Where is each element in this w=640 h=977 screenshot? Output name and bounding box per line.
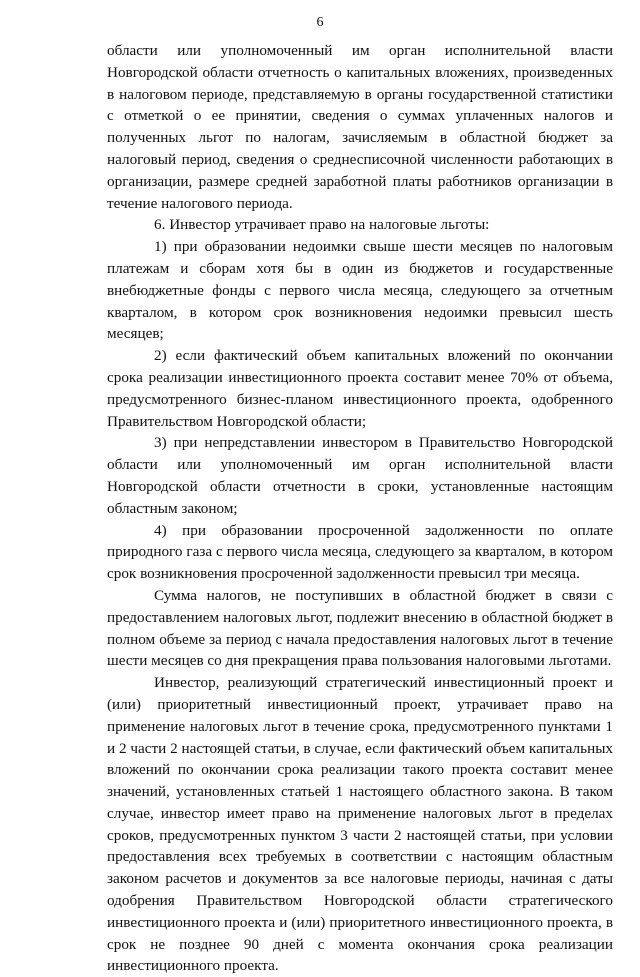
paragraph-subpoint-1: 1) при образовании недоимки свыше шести месяцев по налоговым платежам и сборам хотя бы в один из бюджетов и государственные внебюджетные фонды с первого числа месяца, следующего за отчетным кварталом, в котором срок возникновения недоимки превысил шесть месяцев; [107, 238, 613, 343]
paragraph-continuation: области или уполномоченный им орган исполнительной власти Новгородской области отчетность о капитальных вложениях, произведенных в налоговом периоде, представляемую в органы государственной статистики с отметкой о ее принятии, сведения о суммах уплаченных налогов и полученных льгот по налогам, зачисляемым в областной бюджет за налоговый период, сведения о среднесписочной численности работающих в организации, размере средней заработной платы работников организации в течение налогового периода. [107, 42, 613, 212]
document-body [107, 40, 613, 977]
paragraph-tax-sum: Сумма налогов, не поступивших в областной бюджет в связи с предоставлением налоговых льгот, подлежит внесению в областной бюджет в полном объеме за период с начала предоставления налоговых льгот в течение шести месяцев со дня прекращения права пользования налоговыми льготами. [107, 586, 613, 670]
paragraph-subpoint-2: 2) если фактический объем капитальных вложений по окончании срока реализации инвестиционного проекта составит менее 70% от объема, предусмотренного бизнес-планом инвестиционного проекта, одобренного Правительством Новгородской области; [107, 347, 613, 430]
paragraph-point-6: 6. Инвестор утрачивает право на налоговые льготы: [154, 216, 490, 234]
paragraph-strategic-investor: Инвестор, реализующий стратегический инвестиционный проект и (или) приоритетный инвестиционный проект, утрачивает право на применение налоговых льгот в течение срока, предусмотренного пунктами 1 и 2 части 2 настоящей статьи, в случае, если фактический объем капитальных вложений по окончании срока реализации такого проекта составит менее значений, установленных статьей 1 настоящего областного закона. В таком случае, инвестор имеет право на применение налоговых льгот в пределах сроков, предусмотренных пунктом 3 части 2 настоящей статьи, при условии предоставления всех требуемых в соответствии с настоящим областным законом расчетов и документов за все налоговые периоды, начиная с даты одобрения Правительством Новгородской области стратегического инвестиционного проекта и (или) приоритетного инвестиционного проекта, в срок не позднее 90 дней с момента окончания срока реализации инвестиционного проекта. [107, 674, 613, 975]
paragraph-subpoint-4: 4) при образовании просроченной задолженности по оплате природного газа с первого числа месяца, следующего за кварталом, в котором срок возникновения просроченной задолженности превысил три месяца. [107, 521, 613, 583]
paragraph-subpoint-3: 3) при непредставлении инвестором в Правительство Новгородской области или уполномоченный им орган исполнительной власти Новгородской области отчетности в сроки, установленные настоящим областным законом; [107, 434, 613, 517]
page-number: 6 [316, 15, 324, 30]
